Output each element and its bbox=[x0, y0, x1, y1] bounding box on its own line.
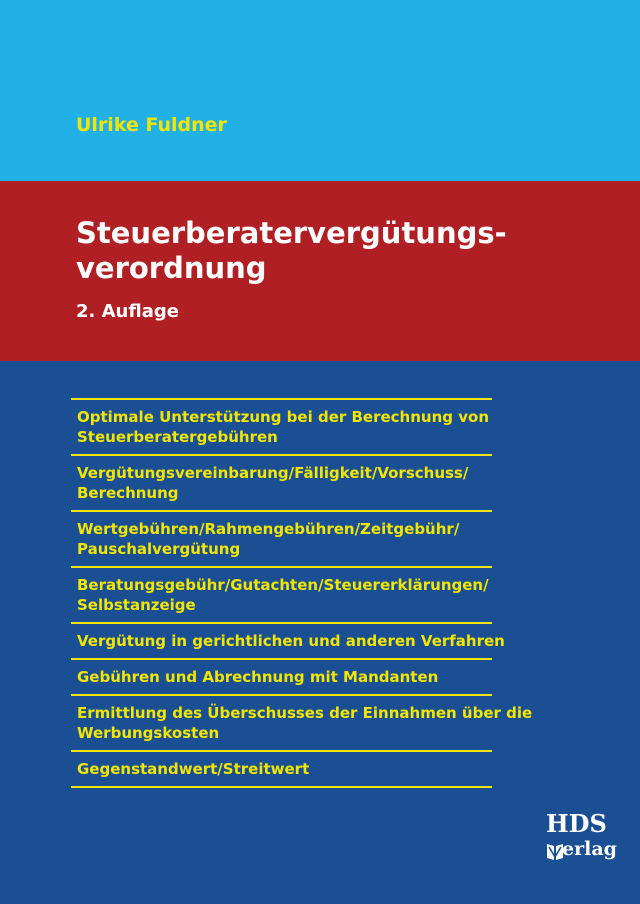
feature-item bbox=[71, 456, 492, 510]
feature-line: Werbungskosten bbox=[77, 724, 220, 742]
feature-line: Berechnung bbox=[77, 484, 179, 502]
feature-item bbox=[71, 624, 505, 658]
publisher-subtitle: erlag bbox=[562, 838, 617, 860]
edition-label: 2. Auflage bbox=[76, 301, 179, 322]
publisher-name: HDS bbox=[546, 809, 607, 838]
book-title bbox=[76, 216, 596, 286]
feature-item bbox=[71, 752, 492, 786]
feature-line: Ermittlung des Überschusses der Einnahmen über die bbox=[77, 704, 533, 722]
feature-line: Selbstanzeige bbox=[77, 596, 196, 614]
feature-item bbox=[71, 696, 533, 750]
feature-item bbox=[71, 400, 492, 454]
publisher-logo bbox=[542, 809, 617, 865]
feature-line: Optimale Unterstützung bei der Berechnung von bbox=[77, 408, 489, 426]
book-title-line: verordnung bbox=[76, 251, 267, 285]
feature-line: Vergütungsvereinbarung/Fälligkeit/Vorschuss/ bbox=[77, 464, 469, 482]
book-title-line: Steuerberatervergütungs- bbox=[76, 216, 507, 250]
feature-line: Vergütung in gerichtlichen und anderen Verfahren bbox=[77, 632, 505, 650]
feature-line: Wertgebühren/Rahmengebühren/Zeitgebühr/ bbox=[77, 520, 460, 538]
feature-item bbox=[71, 512, 492, 566]
feature-item bbox=[71, 568, 492, 622]
feature-list bbox=[71, 398, 533, 788]
feature-line: Steuerberatergebühren bbox=[77, 428, 278, 446]
feature-line: Gegenstandwert/Streitwert bbox=[77, 760, 310, 778]
feature-line: Pauschalvergütung bbox=[77, 540, 241, 558]
top-band bbox=[0, 0, 640, 181]
feature-line: Beratungsgebühr/Gutachten/Steuererklärungen/ bbox=[77, 576, 489, 594]
feature-item bbox=[71, 660, 492, 694]
divider bbox=[71, 786, 492, 788]
author-name: Ulrike Fuldner bbox=[76, 114, 227, 136]
feature-line: Gebühren und Abrechnung mit Mandanten bbox=[77, 668, 439, 686]
